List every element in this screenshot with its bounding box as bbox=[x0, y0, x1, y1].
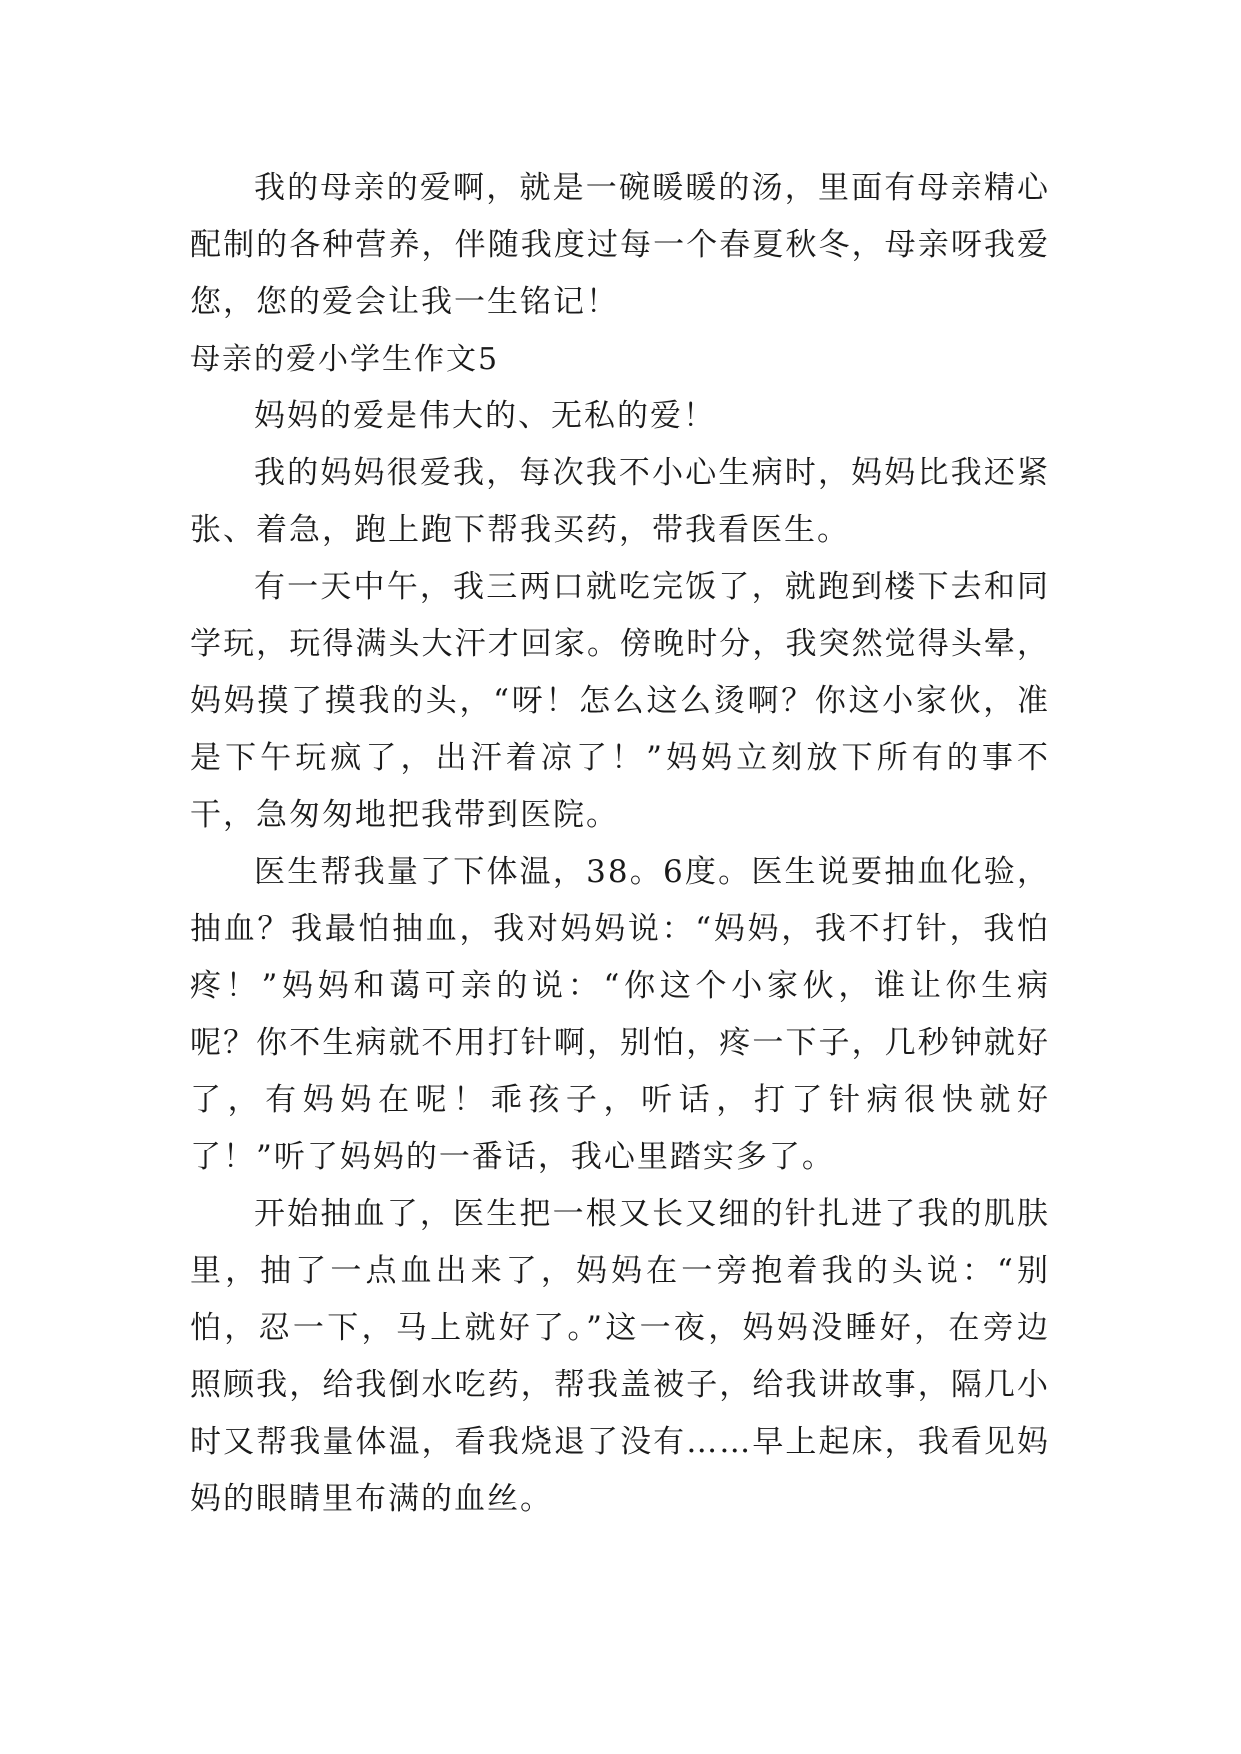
paragraph-3: 有一天中午，我三两口就吃完饭了，就跑到楼下去和同学玩，玩得满头大汗才回家。傍晚时分，我突然觉得头晕，妈妈摸了摸我的头，“呀！怎么这么烫啊？你这小家伙，准是下午玩疯了，出汗着凉了！”妈妈立刻放下所有的事不干，急匆匆地把我带到医院。 bbox=[190, 569, 1050, 833]
document-body bbox=[190, 160, 1050, 1528]
paragraph-mother-love-soup: 我的母亲的爱啊，就是一碗暖暖的汤，里面有母亲精心配制的各种营养，伴随我度过每一个春夏秋冬，母亲呀我爱您，您的爱会让我一生铭记！ bbox=[190, 170, 1050, 320]
paragraph-2: 我的妈妈很爱我，每次我不小心生病时，妈妈比我还紧张、着急，跑上跑下帮我买药，带我看医生。 bbox=[190, 455, 1050, 548]
paragraph-5: 开始抽血了，医生把一根又长又细的针扎进了我的肌肤里，抽了一点血出来了，妈妈在一旁抱着我的头说：“别怕，忍一下，马上就好了。”这一夜，妈妈没睡好，在旁边照顾我，给我倒水吃药，帮我盖被子，给我讲故事，隔几小时又帮我量体温，看我烧退了没有……早上起床，我看见妈妈的眼睛里布满的血丝。 bbox=[190, 1196, 1050, 1517]
paragraph-4: 医生帮我量了下体温，38。6度。医生说要抽血化验，抽血？我最怕抽血，我对妈妈说：“妈妈，我不打针，我怕疼！”妈妈和蔼可亲的说：“你这个小家伙，谁让你生病呢？你不生病就不用打针啊，别怕，疼一下子，几秒钟就好了，有妈妈在呢！乖孩子，听话，打了针病很快就好了！”听了妈妈的一番话，我心里踏实多了。 bbox=[190, 854, 1050, 1175]
paragraph-1: 妈妈的爱是伟大的、无私的爱！ bbox=[254, 398, 716, 434]
essay-heading: 母亲的爱小学生作文5 bbox=[190, 342, 500, 377]
